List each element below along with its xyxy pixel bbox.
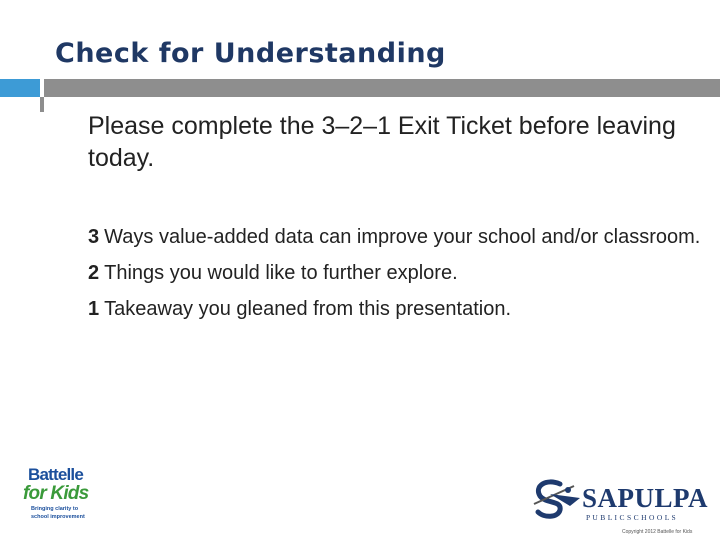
list-item [88, 260, 713, 286]
sapulpa-public-schools-logo [530, 476, 715, 528]
sapulpa-logo-sub: P U B L I C S C H O O L S [586, 513, 677, 522]
title-rule-accent [0, 79, 40, 97]
sapulpa-logo-name: SAPULPA [582, 483, 709, 513]
title-rule-bar [44, 79, 720, 97]
item-text: Ways value-added data can improve your school and/or classroom. [104, 226, 701, 248]
copyright-text: Copyright 2012 Battelle for Kids [622, 529, 693, 535]
title-rule-stub [40, 97, 44, 112]
exit-ticket-instructions: Please complete the 3–2–1 Exit Ticket before leaving today. [88, 112, 676, 172]
item-text: Things you would like to further explore. [104, 262, 458, 284]
slide-title: Check for Understanding [55, 38, 446, 69]
battelle-logo-line1: Battelle [28, 465, 84, 484]
battelle-tagline2: school improvement [31, 514, 85, 520]
battelle-logo-line2: for Kids [23, 483, 89, 504]
battelle-tagline1: Bringing clarity to [31, 506, 79, 512]
item-text: Takeaway you gleaned from this presentation. [104, 298, 512, 320]
list-item [88, 224, 713, 250]
item-number: 1 [88, 298, 100, 320]
exit-ticket-list [88, 224, 713, 332]
sapulpa-emblem-icon [534, 482, 580, 516]
list-item [88, 296, 713, 322]
item-number: 2 [88, 262, 100, 284]
item-number: 3 [88, 226, 100, 248]
battelle-for-kids-logo [22, 462, 102, 524]
